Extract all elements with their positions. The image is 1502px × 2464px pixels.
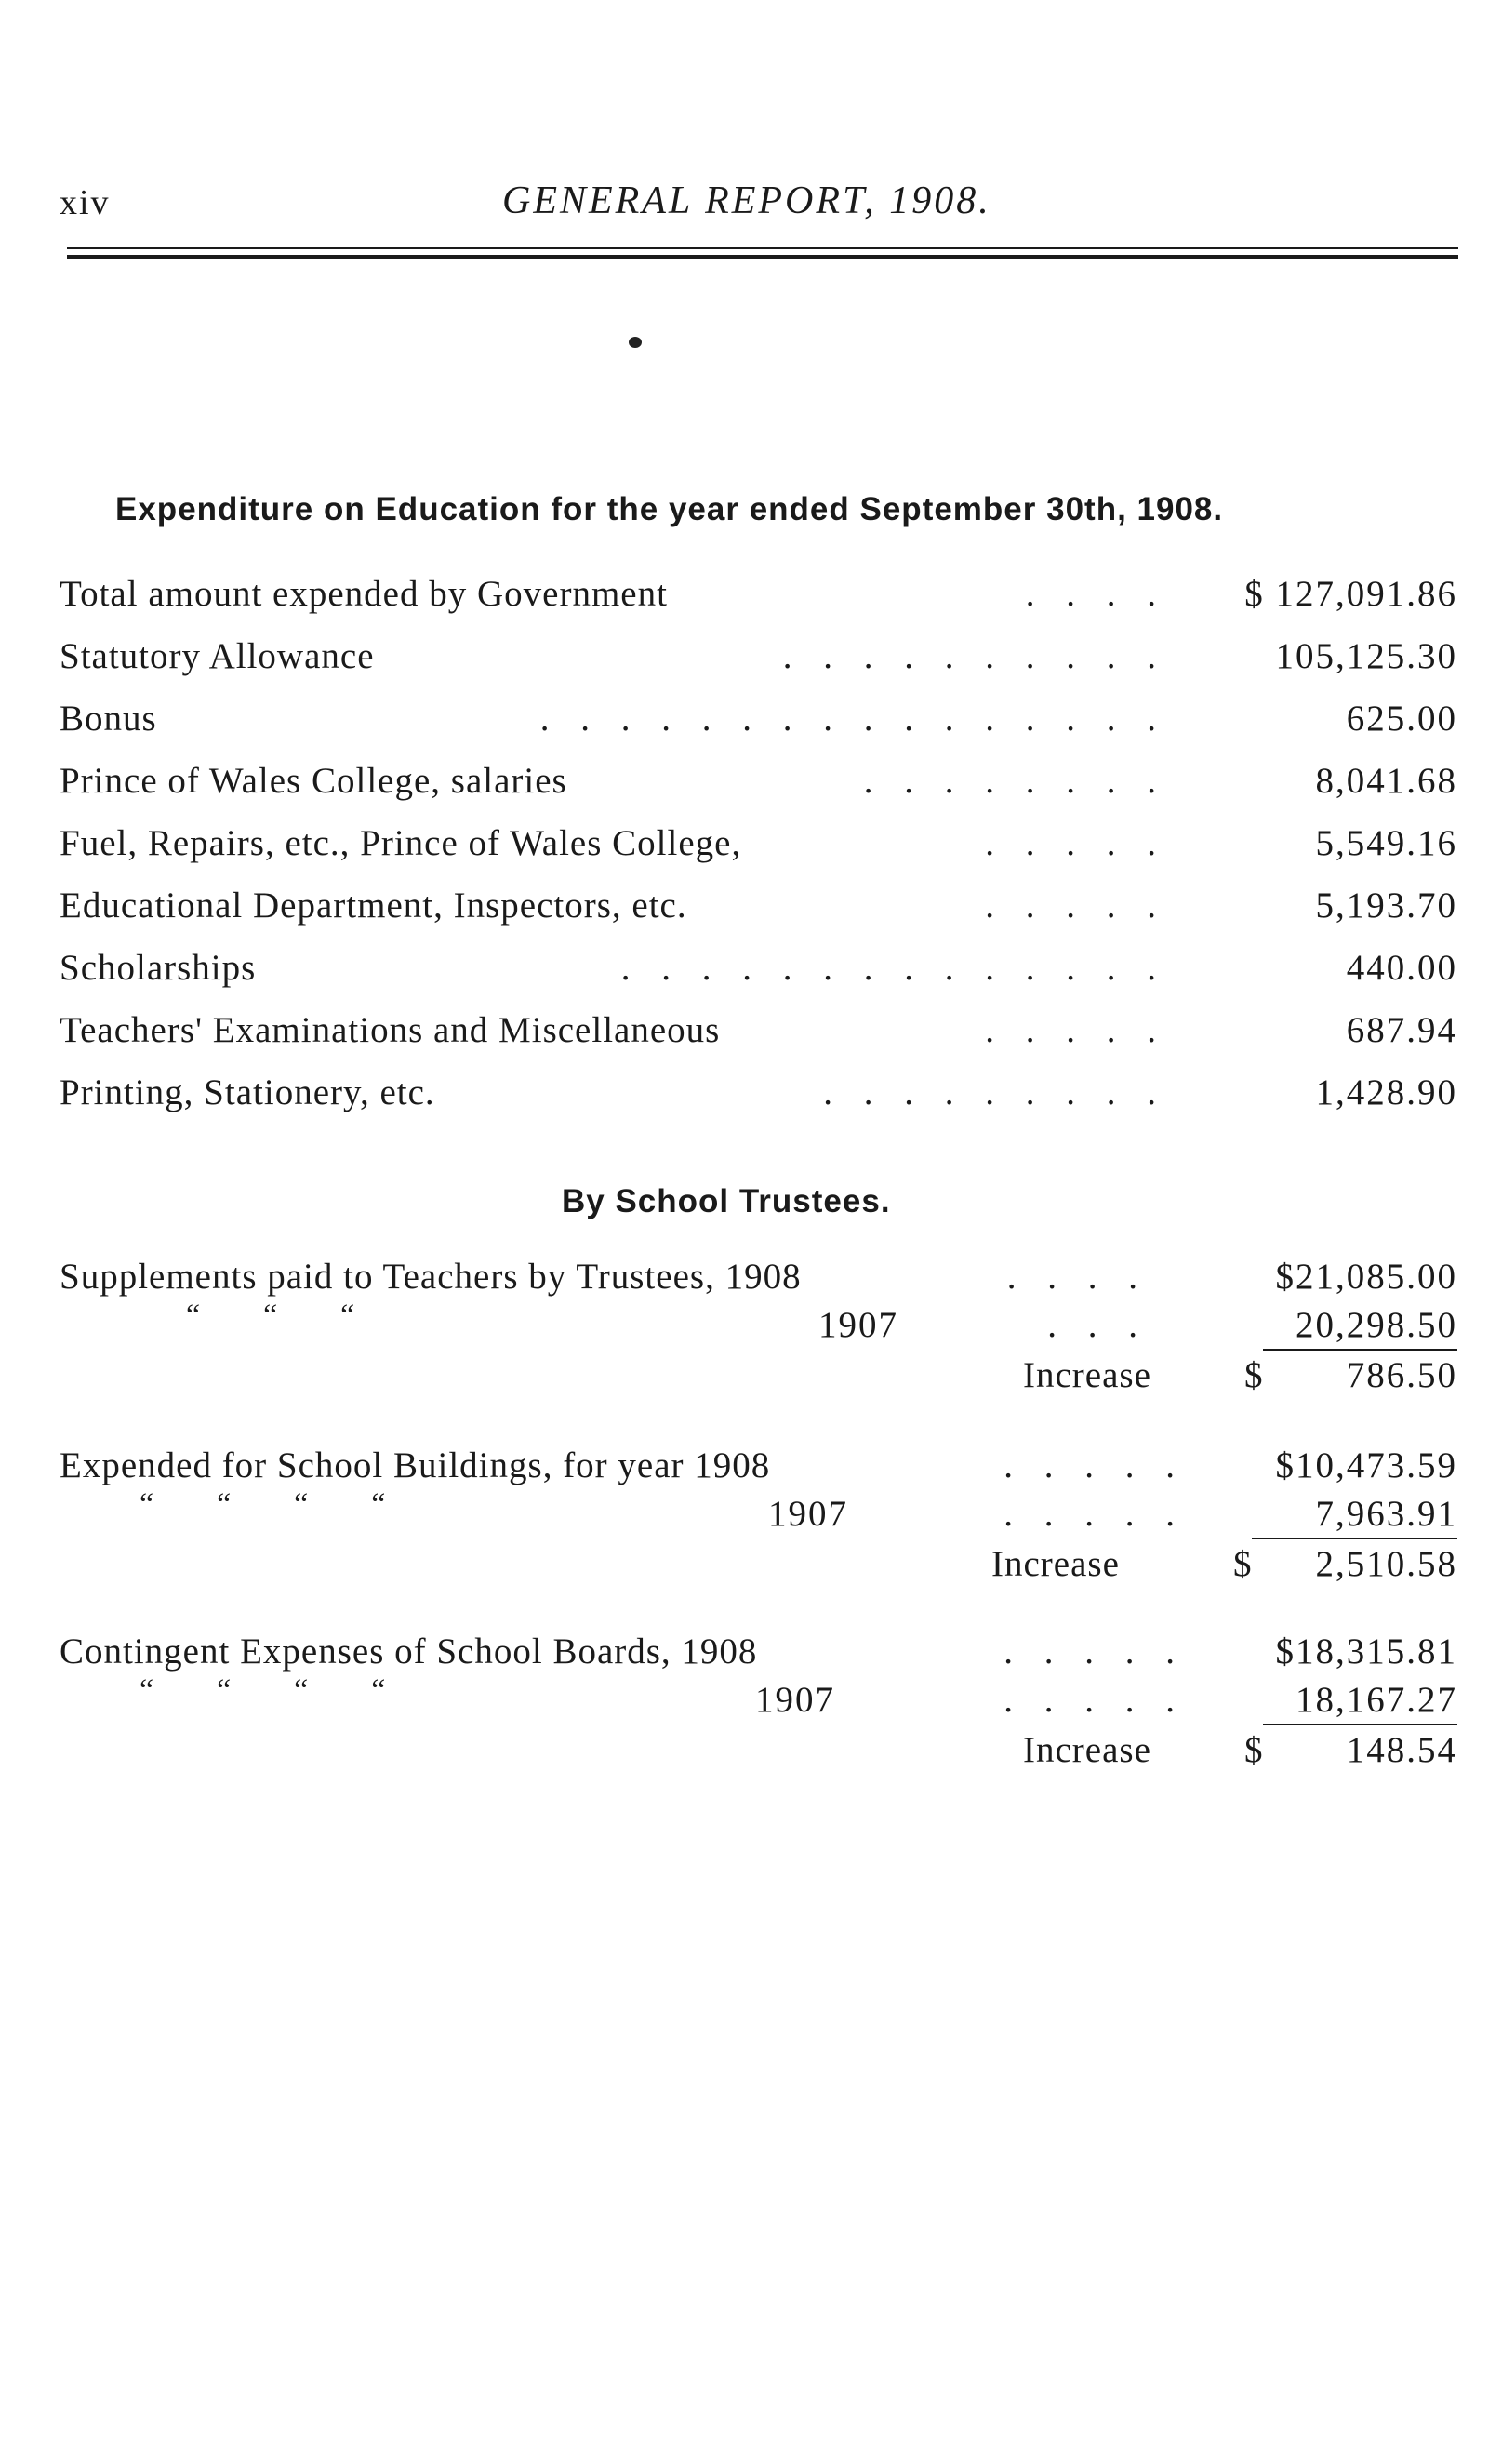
page-number: xiv — [60, 183, 111, 222]
expenditure-row-leader: . . . . . — [985, 823, 1167, 863]
expenditure-row-leader: . . . . . . . . . . . . . . . . — [539, 699, 1167, 739]
increase-currency-symbol: $ — [1233, 1544, 1252, 1584]
trustees-heading: By School Trustees. — [562, 1183, 891, 1219]
expenditure-heading: Expenditure on Education for the year ended September 30th, 1908. — [115, 491, 1224, 527]
trustee-line-leader: . . . . . — [1004, 1445, 1186, 1485]
trustee-line-leader: . . . . — [1006, 1257, 1149, 1297]
expenditure-row-leader: . . . . . . . . . — [823, 1072, 1167, 1112]
expenditure-row-value: $ 127,091.86 — [1244, 574, 1457, 614]
expenditure-row-label: Printing, Stationery, etc. — [60, 1072, 435, 1112]
sum-rule — [1252, 1538, 1457, 1539]
expenditure-row-label: Statutory Allowance — [60, 636, 375, 676]
trustee-line-leader: . . . . . — [1004, 1680, 1186, 1720]
header-rule-thick — [67, 255, 1458, 259]
trustee-line-year: 1907 — [768, 1494, 848, 1534]
trustee-line-label: Supplements paid to Teachers by Trustees, 1908 — [60, 1257, 802, 1297]
ink-blot — [629, 337, 642, 348]
expenditure-row-leader: . . . . . . . . . . . . . . — [620, 948, 1167, 988]
expenditure-row-leader: . . . . . . . . . . — [782, 636, 1167, 676]
expenditure-row-label: Scholarships — [60, 948, 257, 988]
expenditure-row-label: Total amount expended by Government — [60, 574, 668, 614]
expenditure-row-label: Bonus — [60, 699, 157, 739]
increase-label: Increase — [991, 1544, 1120, 1584]
trustee-line-leader: . . . — [1047, 1305, 1149, 1345]
increase-label: Increase — [1023, 1355, 1151, 1395]
expenditure-row-value: 105,125.30 — [1275, 636, 1457, 676]
expenditure-row-label: Fuel, Repairs, etc., Prince of Wales College, — [60, 823, 742, 863]
increase-currency-symbol: $ — [1244, 1730, 1263, 1770]
sum-rule — [1263, 1349, 1457, 1351]
trustee-line-value: $10,473.59 — [1275, 1445, 1457, 1485]
increase-currency-symbol: $ — [1244, 1355, 1263, 1395]
ditto-marks: “ “ “ “ — [140, 1487, 386, 1522]
increase-value: 148.54 — [1346, 1730, 1457, 1770]
trustee-line-year: 1907 — [755, 1680, 835, 1720]
increase-label: Increase — [1023, 1730, 1151, 1770]
trustee-line-value: 20,298.50 — [1296, 1305, 1457, 1345]
expenditure-row-value: 687.94 — [1346, 1010, 1457, 1050]
trustee-line-leader: . . . . . — [1004, 1632, 1186, 1672]
sum-rule — [1263, 1724, 1457, 1725]
trustee-line-year: 1907 — [818, 1305, 898, 1345]
trustee-line-value: $18,315.81 — [1275, 1632, 1457, 1672]
header-rule-thin — [67, 247, 1458, 249]
trustee-line-value: 7,963.91 — [1315, 1494, 1457, 1534]
expenditure-row-value: 5,549.16 — [1315, 823, 1457, 863]
expenditure-row-label: Prince of Wales College, salaries — [60, 761, 567, 801]
expenditure-row-leader: . . . . . — [985, 886, 1167, 926]
expenditure-row-value: 440.00 — [1346, 948, 1457, 988]
running-title: GENERAL REPORT, 1908. — [502, 180, 991, 222]
expenditure-row-label: Educational Department, Inspectors, etc. — [60, 886, 687, 926]
expenditure-row-value: 5,193.70 — [1315, 886, 1457, 926]
expenditure-row-value: 8,041.68 — [1315, 761, 1457, 801]
trustee-line-value: 18,167.27 — [1296, 1680, 1457, 1720]
increase-value: 786.50 — [1346, 1355, 1457, 1395]
ditto-marks: “ “ “ — [186, 1299, 355, 1333]
expenditure-row-leader: . . . . . — [985, 1010, 1167, 1050]
trustee-line-leader: . . . . . — [1004, 1494, 1186, 1534]
expenditure-row-value: 1,428.90 — [1315, 1072, 1457, 1112]
expenditure-row-label: Teachers' Examinations and Miscellaneous — [60, 1010, 721, 1050]
trustee-line-label: Contingent Expenses of School Boards, 1908 — [60, 1632, 758, 1672]
expenditure-row-leader: . . . . . . . . — [863, 761, 1167, 801]
trustee-line-label: Expended for School Buildings, for year 1908 — [60, 1445, 771, 1485]
trustee-line-value: $21,085.00 — [1275, 1257, 1457, 1297]
expenditure-row-value: 625.00 — [1346, 699, 1457, 739]
ditto-marks: “ “ “ “ — [140, 1673, 386, 1708]
increase-value: 2,510.58 — [1315, 1544, 1457, 1584]
expenditure-row-leader: . . . . — [1025, 574, 1167, 614]
